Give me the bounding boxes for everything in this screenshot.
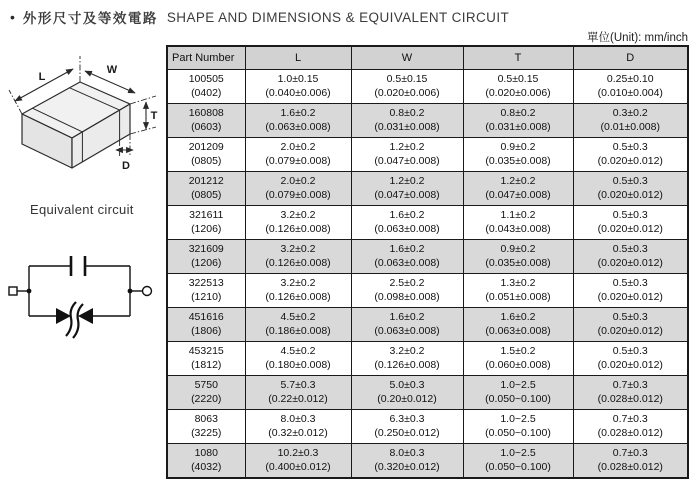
- junction-dot: [128, 289, 133, 294]
- cell-part-number: 201209 (0805): [167, 138, 245, 172]
- cell-L: 4.5±0.2 (0.186±0.008): [245, 308, 351, 342]
- cell-L: 5.7±0.3 (0.22±0.012): [245, 376, 351, 410]
- cell-T: 1.3±0.2 (0.051±0.008): [463, 274, 573, 308]
- cell-D: 0.5±0.3 (0.020±0.012): [573, 206, 688, 240]
- table-row: [167, 376, 688, 410]
- cell-L: 3.2±0.2 (0.126±0.008): [245, 274, 351, 308]
- cell-part-number: 453215 (1812): [167, 342, 245, 376]
- section-title: [10, 7, 509, 27]
- cell-L: 2.0±0.2 (0.079±0.008): [245, 172, 351, 206]
- table-row: [167, 444, 688, 479]
- dim-label-L: L: [38, 71, 46, 83]
- cell-T: 1.0~2.5 (0.050~0.100): [463, 444, 573, 479]
- equivalent-circuit-label: Equivalent circuit: [30, 202, 134, 217]
- cell-D: 0.7±0.3 (0.028±0.012): [573, 410, 688, 444]
- cell-D: 0.5±0.3 (0.020±0.012): [573, 240, 688, 274]
- cell-D: 0.5±0.3 (0.020±0.012): [573, 274, 688, 308]
- table-row: [167, 70, 688, 104]
- cell-W: 5.0±0.3 (0.20±0.012): [351, 376, 463, 410]
- col-header-W: W: [351, 46, 463, 70]
- cell-D: 0.5±0.3 (0.020±0.012): [573, 342, 688, 376]
- left-terminal-icon: [9, 287, 17, 295]
- cell-D: 0.7±0.3 (0.028±0.012): [573, 444, 688, 479]
- chip-dimension-diagram: [8, 52, 160, 180]
- cell-part-number: 8063 (3225): [167, 410, 245, 444]
- cell-L: 1.6±0.2 (0.063±0.008): [245, 104, 351, 138]
- cell-T: 1.1±0.2 (0.043±0.008): [463, 206, 573, 240]
- equivalent-circuit-diagram: [8, 256, 158, 340]
- cell-part-number: 321611 (1206): [167, 206, 245, 240]
- cell-part-number: 451616 (1806): [167, 308, 245, 342]
- cell-part-number: 160808 (0603): [167, 104, 245, 138]
- cell-L: 4.5±0.2 (0.180±0.008): [245, 342, 351, 376]
- table-row: [167, 104, 688, 138]
- cell-L: 3.2±0.2 (0.126±0.008): [245, 240, 351, 274]
- cell-part-number: 322513 (1210): [167, 274, 245, 308]
- cell-T: 1.2±0.2 (0.047±0.008): [463, 172, 573, 206]
- cell-part-number: 201212 (0805): [167, 172, 245, 206]
- cell-W: 3.2±0.2 (0.126±0.008): [351, 342, 463, 376]
- cell-T: 1.0~2.5 (0.050~0.100): [463, 410, 573, 444]
- cell-T: 1.0~2.5 (0.050~0.100): [463, 376, 573, 410]
- col-header-D: D: [573, 46, 688, 70]
- table-row: [167, 172, 688, 206]
- cell-T: 0.9±0.2 (0.035±0.008): [463, 240, 573, 274]
- table-row: [167, 342, 688, 376]
- cell-D: 0.5±0.3 (0.020±0.012): [573, 138, 688, 172]
- cell-W: 0.5±0.15 (0.020±0.006): [351, 70, 463, 104]
- cell-L: 3.2±0.2 (0.126±0.008): [245, 206, 351, 240]
- cell-D: 0.25±0.10 (0.010±0.004): [573, 70, 688, 104]
- cell-W: 1.6±0.2 (0.063±0.008): [351, 206, 463, 240]
- cell-W: 8.0±0.3 (0.320±0.012): [351, 444, 463, 479]
- cell-part-number: 5750 (2220): [167, 376, 245, 410]
- unit-note: 單位(Unit): mm/inch: [587, 32, 688, 44]
- section-title-chinese: 外形尺寸及等效電路: [22, 11, 158, 26]
- bullet-icon: •: [10, 9, 15, 25]
- cell-T: 0.5±0.15 (0.020±0.006): [463, 70, 573, 104]
- dim-table-body: [167, 70, 688, 479]
- dim-label-D: D: [122, 160, 130, 172]
- cell-T: 1.5±0.2 (0.060±0.008): [463, 342, 573, 376]
- cell-part-number: 100505 (0402): [167, 70, 245, 104]
- table-header-row: [167, 46, 688, 70]
- cell-T: 0.9±0.2 (0.035±0.008): [463, 138, 573, 172]
- table-row: [167, 206, 688, 240]
- cell-L: 1.0±0.15 (0.040±0.006): [245, 70, 351, 104]
- cell-T: 1.6±0.2 (0.063±0.008): [463, 308, 573, 342]
- col-header-T: T: [463, 46, 573, 70]
- col-header-L: L: [245, 46, 351, 70]
- cell-W: 2.5±0.2 (0.098±0.008): [351, 274, 463, 308]
- cell-D: 0.7±0.3 (0.028±0.012): [573, 376, 688, 410]
- cell-part-number: 1080 (4032): [167, 444, 245, 479]
- table-row: [167, 410, 688, 444]
- cell-D: 0.5±0.3 (0.020±0.012): [573, 308, 688, 342]
- cell-L: 10.2±0.3 (0.400±0.012): [245, 444, 351, 479]
- cell-W: 1.2±0.2 (0.047±0.008): [351, 172, 463, 206]
- cell-W: 0.8±0.2 (0.031±0.008): [351, 104, 463, 138]
- col-header-part-number: Part Number: [167, 46, 245, 70]
- cell-L: 8.0±0.3 (0.32±0.012): [245, 410, 351, 444]
- cell-W: 1.6±0.2 (0.063±0.008): [351, 308, 463, 342]
- cell-D: 0.3±0.2 (0.01±0.008): [573, 104, 688, 138]
- varistor-icon: [56, 302, 93, 338]
- section-title-english: SHAPE AND DIMENSIONS & EQUIVALENT CIRCUIT: [166, 9, 510, 25]
- junction-dot: [27, 289, 32, 294]
- cell-part-number: 321609 (1206): [167, 240, 245, 274]
- table-row: [167, 308, 688, 342]
- cell-T: 0.8±0.2 (0.031±0.008): [463, 104, 573, 138]
- table-row: [167, 138, 688, 172]
- cell-D: 0.5±0.3 (0.020±0.012): [573, 172, 688, 206]
- cell-W: 6.3±0.3 (0.250±0.012): [351, 410, 463, 444]
- cell-L: 2.0±0.2 (0.079±0.008): [245, 138, 351, 172]
- dimensions-table: [166, 45, 689, 479]
- dim-label-T: T: [150, 110, 158, 122]
- table-row: [167, 240, 688, 274]
- dim-label-W: W: [106, 64, 118, 76]
- table-row: [167, 274, 688, 308]
- cell-W: 1.6±0.2 (0.063±0.008): [351, 240, 463, 274]
- cell-W: 1.2±0.2 (0.047±0.008): [351, 138, 463, 172]
- right-terminal-icon: [143, 287, 152, 296]
